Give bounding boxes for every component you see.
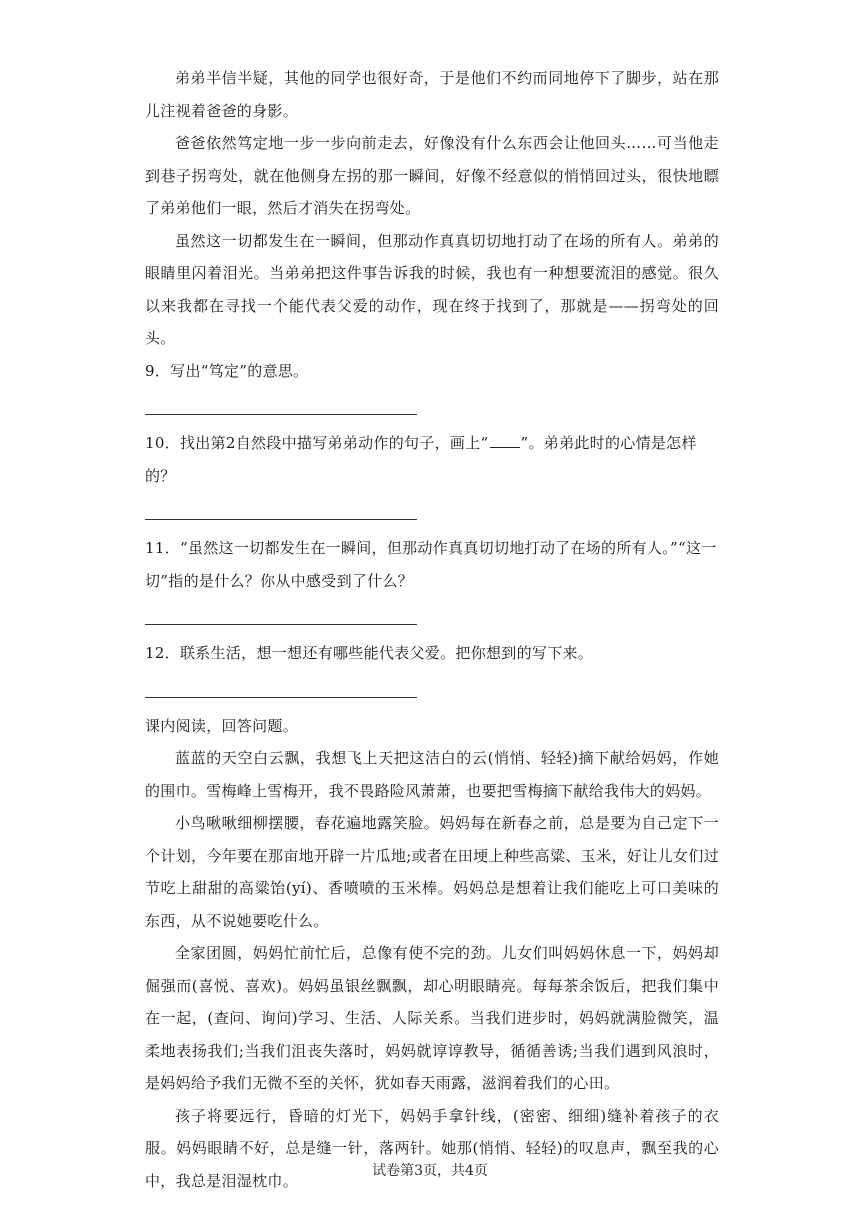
question-10-text-after: ”。弟弟此时的心情是怎样的？ bbox=[145, 434, 697, 485]
question-12: 12．联系生活，想一想还有哪些能代表父爱。把你想到的写下来。 bbox=[145, 644, 594, 662]
question-10 bbox=[145, 427, 719, 492]
question-9: 9．写出“笃定”的意思。 bbox=[145, 361, 309, 380]
worksheet-page bbox=[145, 62, 719, 1197]
section-heading: 课内阅读，回答问题。 bbox=[145, 716, 299, 735]
reading-paragraph-4: 孩子将要远行，昏暗的灯光下，妈妈手拿针线，(密密、细细)缝补着孩子的衣服。妈妈眼睛不好，总是缝一针，落两针。她那(悄悄、轻轻)的叹息声，飘至我的心中，我总是泪湿枕巾。 bbox=[145, 1106, 719, 1190]
reading-paragraph-2: 小鸟啾啾细柳摆腰，春花遍地露笑脸。妈妈每在新春之前，总是要为自己定下一个计划，今年要在那亩地开辟一片瓜地;或者在田埂上种些高粱、玉米，好让儿女们过节吃上甜甜的高粱饴(yí)、香喷喷的玉米棒。妈妈总是想着让我们能吃上可口美味的东西，从不说她要吃什么。 bbox=[145, 814, 719, 930]
answer-line-10[interactable] bbox=[145, 492, 417, 520]
page-footer: 试卷第3页，共4页 bbox=[372, 1163, 488, 1179]
answer-line-11[interactable] bbox=[145, 597, 417, 625]
underline-blank bbox=[490, 435, 520, 448]
answer-line-12[interactable] bbox=[145, 670, 417, 698]
answer-line-9[interactable] bbox=[145, 387, 417, 415]
passage-paragraph-3: 虽然这一切都发生在一瞬间，但那动作真真切切地打动了在场的所有人。弟弟的眼睛里闪着泪光。当弟弟把这件事告诉我的时候，我也有一种想要流泪的感觉。很久以来我都在寻找一个能代表父爱的动作，现在终于找到了，那就是——拐弯处的回头。 bbox=[145, 231, 719, 347]
passage-paragraph-2: 爸爸依然笃定地一步一步向前走去，好像没有什么东西会让他回头……可当他走到巷子拐弯处，就在他侧身左拐的那一瞬间，好像不经意似的悄悄回过头，很快地瞟了弟弟他们一眼，然后才消失在拐弯处。 bbox=[145, 134, 719, 217]
question-11: 11．“虽然这一切都发生在一瞬间，但那动作真真切切地打动了在场的所有人。”“这一切”指的是什么？你从中感受到了什么？ bbox=[145, 539, 717, 590]
passage-paragraph-1: 弟弟半信半疑，其他的同学也很好奇，于是他们不约而同地停下了脚步，站在那儿注视着爸爸的身影。 bbox=[145, 69, 719, 120]
reading-paragraph-3: 全家团圆，妈妈忙前忙后，总像有使不完的劲。儿女们叫妈妈休息一下，妈妈却倔强而(喜悦、喜欢)。妈妈虽银丝飘飘，却心明眼睛亮。每每茶余饭后，把我们集中在一起，(查问、询问)学习、生活、人际关系。当我们进步时，妈妈就满脸微笑，温柔地表扬我们;当我们沮丧失落时，妈妈就谆谆教导，循循善诱;当我们遇到风浪时，是妈妈给予我们无微不至的关怀，犹如春天雨露，滋润着我们的心田。 bbox=[145, 944, 719, 1092]
question-10-text-before: 10．找出第2自然段中描写弟弟动作的句子，画上“ bbox=[145, 434, 489, 452]
reading-paragraph-1: 蓝蓝的天空白云飘，我想飞上天把这洁白的云(悄悄、轻轻)摘下献给妈妈，作她的围巾。雪梅峰上雪梅开，我不畏路险风萧萧，也要把雪梅摘下献给我伟大的妈妈。 bbox=[145, 749, 719, 800]
